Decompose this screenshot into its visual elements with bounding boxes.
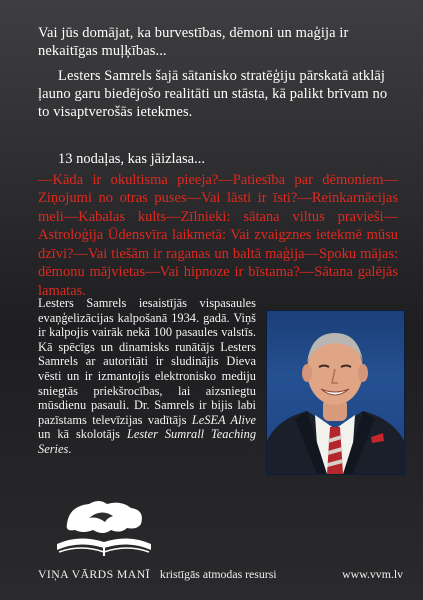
intro-section (38, 24, 398, 128)
bio-text: Lesters Samrels iesaistījās vispasaules evaņģelizācijas kalpošanā 1934. gadā. Viņš ir kalpojis vairāk nekā 100 pasaules valstīs. Kā spēcīgs un dinamisks runātājs Lesters Samrels ar autoritāti ir sludinājis Dieva vēsti un ir izmantojis elektronisko mediju sniegtās priekšrocības, lai aizsniegtu mūsdienu pasauli. Dr. Samrels ir bijis labi pazīstams televīzijas vadītājs (38, 296, 256, 427)
bio-show-teaching: Lester Sumrall Teaching Series (38, 427, 257, 456)
publisher-name: VIŅA VĀRDS MANĪ (38, 567, 150, 581)
bio-show-lesea: LeSEA Alive (191, 412, 256, 427)
intro-question: Vai jūs domājat, ka burvestības, dēmoni un maģija ir nekaitīgas muļķības... (38, 25, 349, 59)
bio-mid: un kā skolotājs (38, 427, 127, 442)
author-portrait-illustration (267, 311, 404, 474)
publisher-tagline: kristīgās atmodas resursi (159, 567, 277, 581)
author-photo (266, 310, 405, 475)
chapter-list (38, 150, 398, 300)
publisher-logo-icon (49, 494, 159, 562)
chapters-lead: 13 nodaļas, kas jāizlasa... (58, 151, 205, 167)
publisher-info (38, 567, 403, 582)
chapter-titles: —Kāda ir okultisma pieeja?—Patiesība par dēmoniem—Ziņojumi no otras puses—Vai lāsti ir īsti?—Reinkarnācijas meli—Kabalas kults—Zīlnieki: sātana viltus pravieši—Astroloģija Ūdensvīra laikmetā: Vai zvaigznes ietekmē mūsu dzīvi?—Vai tiešām ir raganas un baltā maģija—Spoku mājas: dēmonu mājvietas—Vai hipnoze ir bīstama?—Sātana galējās lamatas. (38, 171, 398, 299)
author-bio (38, 296, 256, 457)
publisher-url[interactable]: www.vvm.lv (342, 567, 403, 581)
publisher-footer (0, 494, 423, 600)
intro-summary: Lesters Samrels šajā sātanisko stratēģiju pārskatā atklāj ļauno garu biedējošo realitāti un stāsta, kā palikt brīvam no to visaptverošās ietekmes. (38, 68, 388, 120)
bio-end: . (68, 441, 72, 456)
